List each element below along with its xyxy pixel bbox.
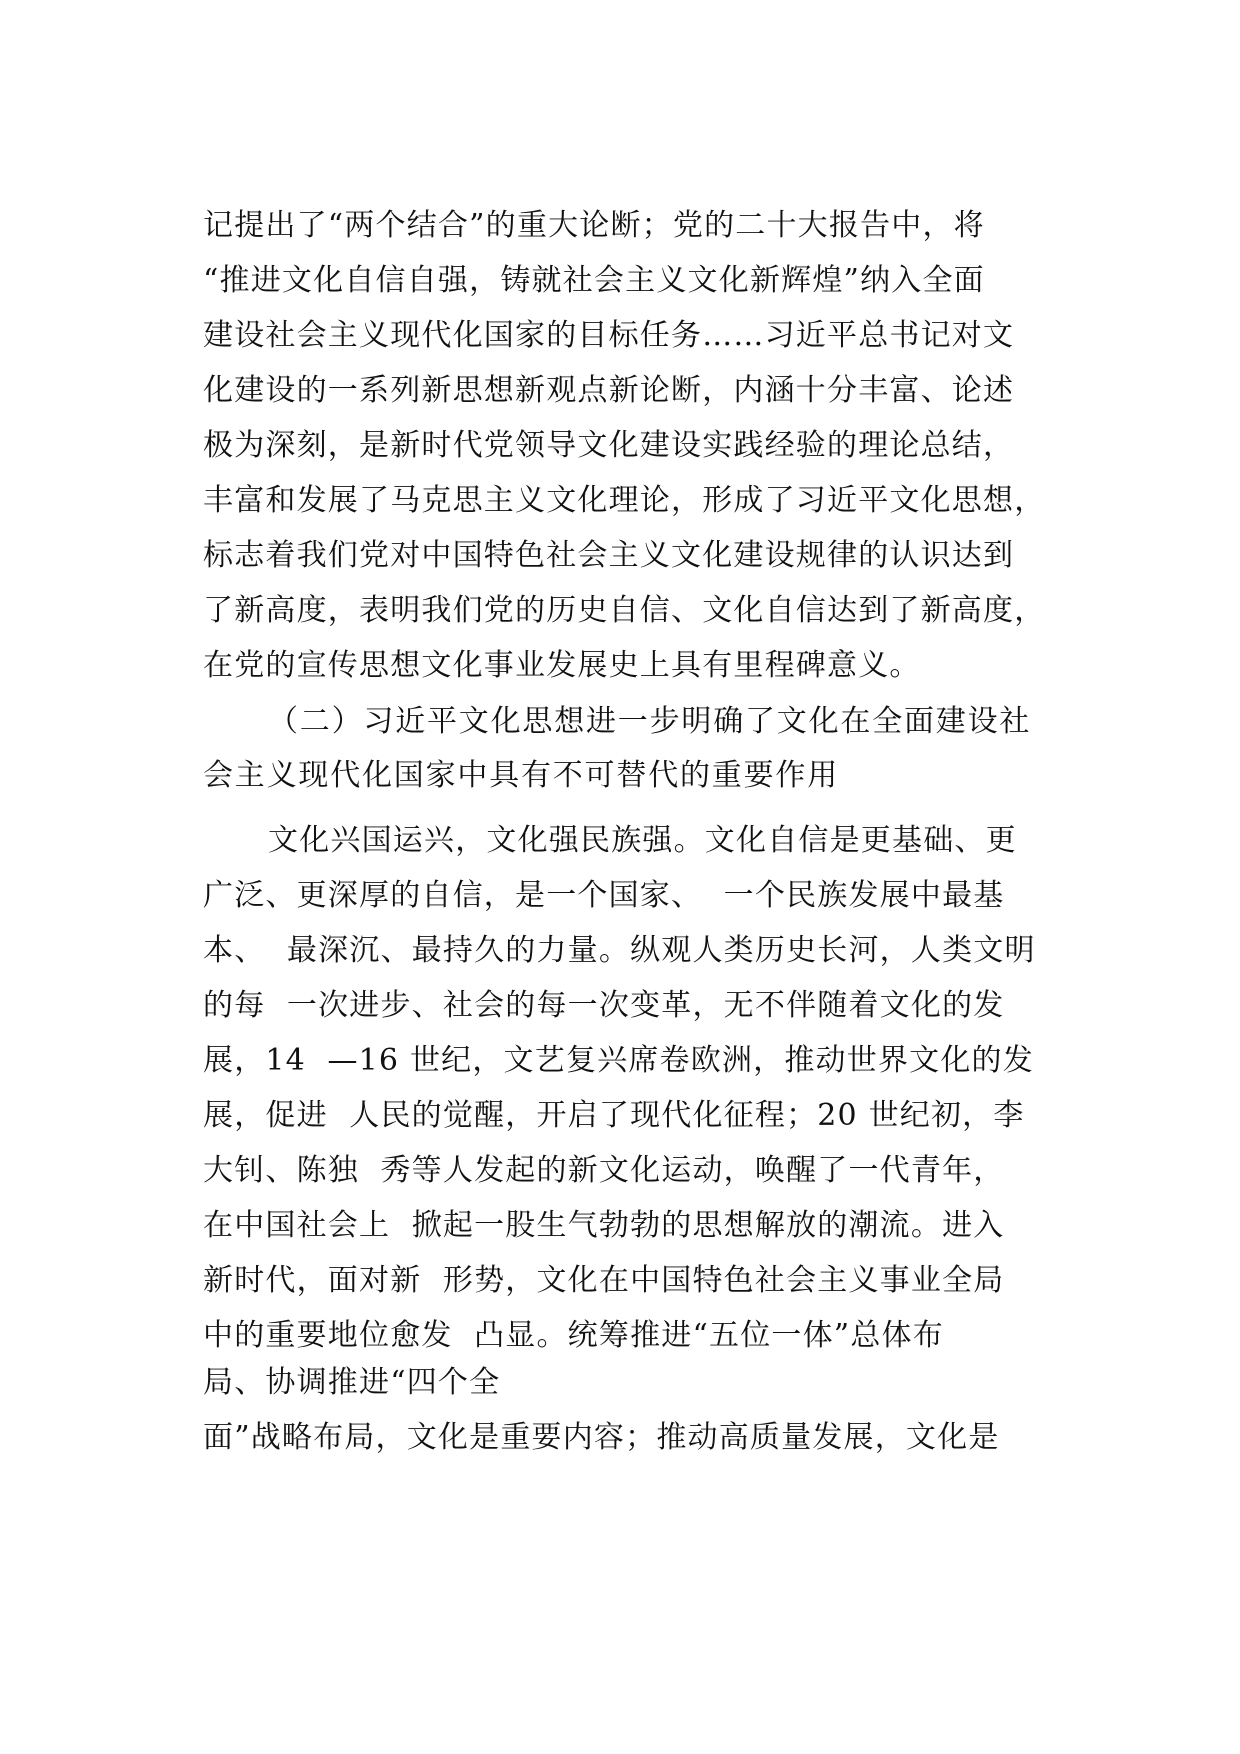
paragraph-line: 展，促进 人民的觉醒，开启了现代化征程；20 世纪初，李 bbox=[203, 1098, 1025, 1133]
section-heading: 会主义现代化国家中具有不可替代的重要作用 bbox=[203, 758, 839, 793]
paragraph-line: 局、协调推进“四个全 bbox=[203, 1365, 501, 1400]
paragraph-line: 的每 一次进步、社会的每一次变革，无不伴随着文化的发 bbox=[203, 988, 1005, 1023]
paragraph-line: 标志着我们党对中国特色社会主义文化建设规律的认识达到 bbox=[203, 538, 1015, 573]
paragraph-line: 中的重要地位愈发 凸显。统筹推进“五位一体”总体布 bbox=[203, 1318, 944, 1353]
paragraph-line: 化建设的一系列新思想新观点新论断，内涵十分丰富、论述 bbox=[203, 373, 1015, 408]
paragraph-line: 文化兴国运兴，文化强民族强。文化自信是更基础、更 bbox=[268, 823, 1017, 858]
paragraph-line: 广泛、更深厚的自信，是一个国家、 一个民族发展中最基 bbox=[203, 878, 1005, 913]
paragraph-line: “推进文化自信自强，铸就社会主义文化新辉煌”纳入全面 bbox=[203, 263, 985, 298]
paragraph-line: 大钊、陈独 秀等人发起的新文化运动，唤醒了一代青年， bbox=[203, 1153, 1005, 1188]
paragraph-line: 本、 最深沉、最持久的力量。纵观人类历史长河，人类文明 bbox=[203, 933, 1036, 968]
paragraph-line: 展，14 —16 世纪，文艺复兴席卷欧洲，推动世界文化的发 bbox=[203, 1043, 1034, 1078]
section-heading: （二）习近平文化思想进一步明确了文化在全面建设社 bbox=[268, 704, 1032, 739]
paragraph-line: 丰富和发展了马克思主义文化理论，形成了习近平文化思想， bbox=[203, 483, 1046, 518]
paragraph-line: 了新高度，表明我们党的历史自信、文化自信达到了新高度， bbox=[203, 593, 1046, 628]
paragraph-line: 在党的宣传思想文化事业发展史上具有里程碑意义。 bbox=[203, 648, 921, 683]
paragraph-line: 在中国社会上 掀起一股生气勃勃的思想解放的潮流。进入 bbox=[203, 1208, 1005, 1243]
paragraph-line: 建设社会主义现代化国家的目标任务……习近平总书记对文 bbox=[203, 318, 1015, 353]
paragraph-line: 新时代，面对新 形势，文化在中国特色社会主义事业全局 bbox=[203, 1263, 1005, 1298]
paragraph-line: 记提出了“两个结合”的重大论断；党的二十大报告中，将 bbox=[203, 208, 985, 243]
paragraph-line: 极为深刻，是新时代党领导文化建设实践经验的理论总结， bbox=[203, 428, 1015, 463]
paragraph-line: 面”战略布局，文化是重要内容；推动高质量发展，文化是 bbox=[203, 1420, 1000, 1455]
